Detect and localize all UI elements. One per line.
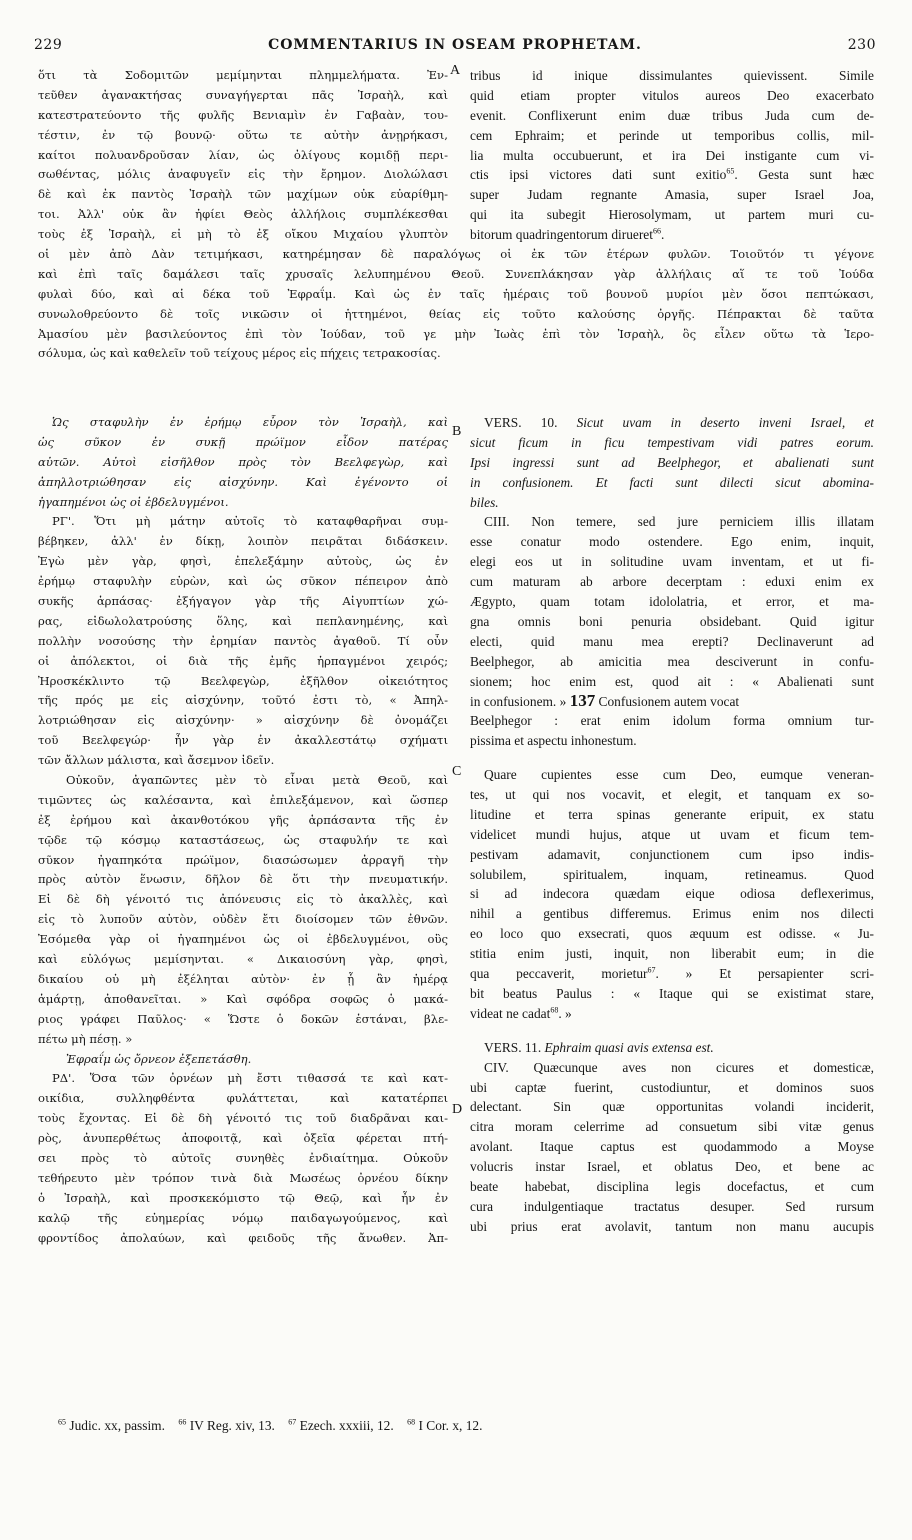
text-line: τοὺς ἐξ Ἰσραὴλ, εἰ μὴ τὸ ἐξ οἴκου Μιχαίου γλυπτὸν [38,227,448,242]
text-line: συκῆς ἁρπάσας· ἐξήγαγον γὰρ τῆς Αἰγυπτίων χώ- [38,594,448,609]
text-line: nihil a gentibus differemus. Erimus enim nos dilecti [470,906,874,922]
text-line: τοι. Ἀλλ' οὐκ ἂν ἠφίει Θεὸς ἀλλήλοις συμπλέκεσθαι [38,207,448,222]
text-line: in confusionem. » 137 Confusionem autem vocat [470,691,740,711]
latin-verse-quote [470,413,874,512]
spacer [470,1024,874,1038]
greek-paragraph-104 [38,1069,448,1248]
text-line: πέτω μὴ πέσῃ. » [38,1031,133,1046]
text-line: οἱ μὲν ἀπὸ Δὰν τετιμήκασι, κατηρέμησαν δὲ παραλόγως οἱ ἐκ τῶν ἑτέρων φυλῶν. Τοιοῦτόν τι γέγονε [38,247,874,261]
text-line: εἰς τὸ λυποῦν αὐτὸν, οὐδὲν ἔτι διοίσομεν τῶν ἐθνῶν. [38,912,448,927]
text-line: δὲ καὶ ἐκ παντὸς Ἰσραὴλ τῶν μαχίμων οὐκ εὐαρίθμη- [38,187,448,202]
text-line: pissima et aspectu inhonestum. [470,733,637,749]
text-line: οικίδια, συλληφθέντα φυλάττεται, καὶ κατατέρπει [38,1091,448,1106]
column-marker-c: C [452,764,462,779]
text-line: ἀπηλλοτριώθησαν εἰς αἰσχύνην. Καὶ ἐγένοντο οἱ [38,474,448,489]
text-line: ὅτι τὰ Σοδομιτῶν μεμίμηνται πλημμελήματα. Ἐν- [38,68,448,82]
top-latin-column [470,66,874,245]
text-line: tribus id inique dissimulantes quievissent. Simile [470,68,874,83]
text-line: τῶν ἄλλων μάλιστα, καὶ ἄσεμνον ἰδεῖν. [38,753,275,768]
footnotes [58,1418,872,1434]
text-line: ἠγαπημένοι ὡς οἱ ἐβδελυγμένοι. [38,494,229,509]
text-line: solubilem, spiritualem, inquam, retineamus. Quod [470,866,874,882]
column-number: 137 [569,691,596,711]
text-line: Beelphegor : erat enim idolum forma omnium tur- [470,713,874,729]
text-line: ρας, εἰδωλολατρούσης ὅλης, καὶ πεπλανημένης, καὶ [38,613,448,628]
text-line: qui ita subegit Hierosolymam, ut partem muri cu- [470,207,874,223]
text-line: τοῦ Βεελφεγώρ· ἦν γὰρ ἐν ἀκαλλεστάτῳ σχήματι [38,733,448,748]
top-greek-column [38,66,448,245]
text-line: φροντίδος ἀπολαύων, καὶ φειδοῦς τῆς ἄνωθεν. Ἀπ- [38,1230,448,1245]
column-marker-b: B [452,424,462,439]
text-line: lia multa occubuerunt, et ira Dei instigante cum vi- [470,147,874,163]
text-line: VERS. 10. Sicut uvam in deserto inveni Israel, et [484,415,874,430]
text-line: ριος γράφει Παῦλος· « Ὥστε ὁ δοκῶν ἑστάναι, βλε- [38,1011,448,1026]
text-line: tes, ut qui nos vocavit, et elegit, et tanquam ex so- [470,787,874,803]
text-line: πρὸς αὐτὸν ἕνωσιν, δῆλον δὲ ὅτι τὴν πνευματικήν. [38,872,448,887]
text-line: cum maturam ab arbore decerptam : eduxi enim ex [470,574,874,590]
footnote: $^{68}$ I Cor. x, 12. [407,1417,483,1433]
text-line: delectant. Sin quæ opportunitas volandi inciderit, [470,1099,874,1115]
footnote-ref: 68 [550,1005,559,1015]
text-line: κατεστρατεύοντο τῆς φυλῆς Βενιαμὶν ἐν Γαβαὰν, του- [38,107,448,122]
latin-paragraph-104 [470,1058,874,1237]
text-line: bit beatus Paulus : « Itaque qui se existimat stare, [470,985,874,1001]
text-line: Οὐκοῦν, ἀγαπῶντες μὲν τὸ εἶναι μετὰ Θεοῦ, καὶ [66,773,448,788]
text-line: cura indulgentiaque tractatus desuper. Sed rursum [470,1198,874,1214]
running-header [34,34,876,56]
text-line: in confusionem. Et facti sunt dilecti sicut abomina- [470,474,874,490]
text-line: ctis ipsi victores dati sunt exitio$^{65}$. Gesta sunt hæc [470,166,874,183]
text-line: biles. [470,494,499,510]
text-line: βέβηκεν, ἀλλ' ἐν δίκῃ, λοιπὸν πειρᾶται διδάσκειν. [38,534,448,549]
text-line: συνωλοθρεύοντο δὲ τοῖς νικῶσιν οἱ ἡττημένοι, θείας εἰς τοῦτο καλούσης ὀργῆς. Πέπρακται δὲ ταῦτα [38,306,874,321]
text-line: ἁμάρτῃ, ἀποθανεῖται. » Καὶ σφόδρα σοφῶς ὁ μακά- [38,991,448,1006]
text-line: litudine et terra spinas generante eripuit, ex statu [470,806,874,822]
greek-verse-quote [38,413,448,512]
text-line: stitia enim justi, inquit, non liberabit eum; in die [470,946,874,962]
verse-label: VERS. 11. [484,1039,542,1055]
text-line: τέστιν, ἐν τῷ βουνῷ· οὕτω τε αὐτὴν ἀνῃρήκασι, [38,127,448,142]
latin-verse-11: VERS. 11. Ephraim quasi avis extensa est. [484,1039,714,1055]
text-line: gna omnis boni penuria obsidebant. Quid igitur [470,613,874,629]
latin-column [470,413,874,1237]
text-line: καίτοι πολυανδροῦσαν λίαν, ὡς ὀλίγους κομιδῇ περι- [38,147,448,162]
text-line: ubi captæ fuerint, custodiuntur, et dominos suos [470,1079,874,1095]
text-line: ὁ Ἰσραὴλ, καὶ προσκεκόμιστο τῷ Θεῷ, καὶ ἦν ἐν [38,1190,448,1205]
text-line: Beelphegor, ab amicitia mea desciverunt in confu- [470,653,874,669]
text-line: τοὺς ἔχοντας. Εἰ δὲ δὴ γένοιτό τις τοῦ διαδρᾶναι και- [38,1111,448,1126]
text-line: avolant. Itaque captus est quodammodo a Moyse [470,1139,874,1155]
text-line: elegi eos ut in solitudine uvam inventam, et ut fi- [470,554,874,570]
text-line: citra moram celerrime ad consuetum sibi vitæ genus [470,1119,874,1135]
greek-column [38,413,448,1248]
text-line: qua peccaverit, morietur$^{67}$. » Et persapienter scri- [470,965,874,982]
text-line: ΡΓ'. Ὅτι μὴ μάτην αὐτοῖς τὸ καταφθαρῆναι συμ- [52,514,448,529]
text-line: αὐτῶν. Αὐτοὶ εἰσῆλθον πρὸς τὸν Βεελφεγὼρ, καὶ [38,454,448,469]
text-line: cem Ephraim; et perinde ut temporibus collis, mil- [470,127,874,143]
text-line: Ὡς σταφυλὴν ἐν ἐρήμῳ εὗρον τὸν Ἰσραὴλ, καὶ [52,415,448,429]
greek-paragraph-103 [38,512,448,771]
greek-verse-11: Ἐφραΐμ ὡς ὄρνεον ἐξεπετάσθη. [66,1051,252,1066]
text-line: quid etiam propter vitulos aureos Deo exacerbato [470,87,874,103]
left-page-number: 229 [34,37,63,53]
text-line: si ad indecora quædam eique odiosa deflexerimus, [470,886,874,902]
footnote: $^{66}$ IV Reg. xiv, 13. [178,1417,275,1433]
text-line: beate habebat, disciplina legis docefactus, et cum [470,1178,874,1194]
text-line: λοτριώθησαν εἰς αἰσχύνην· » αἰσχύνην δὲ ὀνομάζει [38,713,448,728]
text-line: ὡς σῦκον ἐν συκῇ πρώϊμον εἶδον πατέρας [38,434,448,449]
text-line: Ægypto, quam totam idololatria, et error, et ma- [470,594,874,610]
right-page-number: 230 [847,37,876,53]
text-line: καὶ εὐλόγως μεμίσηνται. « Δικαιοσύνη γὰρ, φησὶ, [38,952,448,967]
text-line: φυλαὶ δύο, καὶ αἱ δέκα τοῦ Ἐφραΐμ. Καὶ ὡς ἐν ταῖς ἡμέραις τοῦ βουνοῦ μυρίοι μὲν ὅσοι πεπτώκασι, [38,286,874,301]
text-line: evenit. Conflixerunt enim duæ tribus Juda cum de- [470,107,874,123]
text-line: esse conatur modo ostendere. Ego enim, inquit, [470,534,874,550]
text-line: πολλὴν νοσούσης τὴν ἐρημίαν παντὸς ἀγαθοῦ. Τί οὖν [38,633,448,648]
text-line: καὶ ἐπὶ ταῖς δαμάλεσι ταῖς χρυσαῖς λελυπημένου Θεοῦ. Συνεπλάκησαν γὰρ ἀλλήλαις αἵ τε τοῦ Ἰούδα [38,266,874,281]
text-line: σόλυμα, ὡς καὶ καθελεῖν τοῦ τείχους μέρος εἰς πήχεις τετρακοσίας. [38,346,441,361]
text-line: ρὸς, ἀνυπερθέτως ἀποφοιτᾷ, καὶ ὀξεῖα φέρεται πτή- [38,1131,448,1146]
text-line: videlicet mundi hujus, atque ut uvam et ficum tem- [470,826,874,842]
text-line: CIII. Non temere, sed jure perniciem illis illatam [484,514,874,530]
latin-paragraph-103 [470,512,874,751]
text-line: σωθέντας, μόλις ἀναφυγεῖν εἰς τὴν ἔρημον. Διολώλασι [38,167,448,182]
text-line: bitorum quadringentorum dirueret$^{66}$. [470,226,665,243]
verse-label: VERS. 10. [484,415,558,430]
running-title: COMMENTARIUS IN OSEAM PROPHETAM. [268,37,642,53]
footnote: $^{67}$ Ezech. xxxiii, 12. [288,1417,394,1433]
text-line: CIV. Quæcunque aves non cicures et domesticæ, [484,1059,874,1075]
text-line: Ἐσόμεθα γὰρ οἱ ἠγαπημένοι ὡς οἱ ἐβδελυγμένοι, οὓς [38,932,448,947]
text-line: ἐρήμῳ σταφυλὴν εὑρὼν, καὶ ὡς σῦκον πέπειρον ἀπὸ [38,574,448,589]
text-line: sicut ficum in ficu tempestivam vidi patres eorum. [470,434,874,450]
text-line: videat ne cadat$^{68}$. » [470,1005,572,1021]
text-line: sionem; hoc enim est, quod ait : « Abalienati sunt [470,673,874,689]
text-line: pestivam adamavit, conjunctionem cum ipso indis- [470,846,874,862]
text-line: Ἐγὼ μὲν γὰρ, φησὶ, ἐπελεξάμην αὐτοὺς, ὡς ἐν [38,554,448,569]
full-width-greek [38,245,874,364]
text-line: τεθήρευτο μὲν τρόπον τινὰ διὰ Μωσέως ὀρνέου δίκην [38,1170,448,1185]
text-line: τιμῶντες ὡς καλέσαντα, καὶ ἐπιλεξάμενον, καὶ ὥσπερ [38,792,448,807]
text-line: ἐξ ἐρήμου καὶ ἀκανθοτόκου γῆς ἁρπάσαντα τῆς ἐν [38,812,448,827]
text-line: τῷδε τῷ κόσμῳ καταστάσεως, ὡς σταφυλήν τε καὶ [38,832,448,847]
text-line: καλῷ τῆς εὐημερίας νόμῳ παιδαγωγούμενος, καὶ [38,1210,448,1225]
text-line: τῆς πρός με εἰς αἰσχύνην, τοῦτό ἐστι τὸ, « Ἀπηλ- [38,693,448,708]
footnote-ref: 66 [652,226,661,236]
text-line: super Judam regnante Amasia, super Israel Joa, [470,187,874,203]
text-line: electi, quid manu mea erepti? Declinaverunt ad [470,633,874,649]
text-line: σει πρὸς τὸ αὐτοῖς συνηθὲς ἐνδιαίτημα. Οὐκοῦν [38,1150,448,1165]
footnote: $^{65}$ Judic. xx, passim. [58,1417,165,1433]
text-line: volucris instar Israel, et oblatus Deo, et bene ac [470,1159,874,1175]
greek-paragraph-2 [38,771,448,1049]
text-line: οἱ ἀπόλεκτοι, οἱ διὰ τῆς ἐμῆς ἡρπαγμένοι χειρός; [38,653,448,668]
text-line: ΡΔ'. Ὅσα τῶν ὀρνέων μὴ ἔστι τιθασσά τε καὶ κατ- [52,1071,448,1086]
latin-paragraph-2 [470,765,874,1024]
text-line: σῦκον ἠγαπηκότα πρώϊμον, διασώσωμεν ἀρραγῆ τὴν [38,852,448,867]
column-marker-a: A [450,63,461,78]
spacer [470,751,874,765]
column-marker-d: D [452,1102,463,1117]
text-line: Εἰ δὲ δὴ γένοιτό τις ἀπόνευσις εἰς τὸ ἀκαλλὲς, καὶ [38,892,448,907]
text-line: Ἠροσκέκλιντο τῷ Βεελφεγὼρ, ἐξῆλθον οἰκειότητος [38,673,448,688]
text-line: δικαίου οὐ μὴ ἐξέληται αὐτὸν· ἐν ᾗ ἂν ἡμέρᾳ [38,971,448,986]
text-line: Ἀμασίου μὲν βασιλεύοντος ἐπὶ τὸν Ἰούδαν, τοῦ γε μὴν Ἰωὰς ἐπὶ τὸν Ἰσραὴλ, ὃς εἷλεν οὕτω τὰ Ἱερο- [38,326,874,341]
text-line: Ipsi ingressi sunt ad Beelphegor, et abalienati sunt [470,454,874,470]
text-line: Quare cupientes esse cum Deo, eumque veneran- [484,767,874,783]
footnote-ref: 67 [647,965,656,975]
text-line: τεῦθεν ἀγανακτήσας συναγήγερται πᾶς Ἰσραὴλ, καὶ [38,87,448,102]
text-line: eo loco quo exsecrati, quos æquum est odisse. « Ju- [470,926,874,942]
text-line: ubi prius erat avolavit, tantum non manu aucupis [470,1218,874,1234]
footnote-ref: 65 [726,166,735,176]
